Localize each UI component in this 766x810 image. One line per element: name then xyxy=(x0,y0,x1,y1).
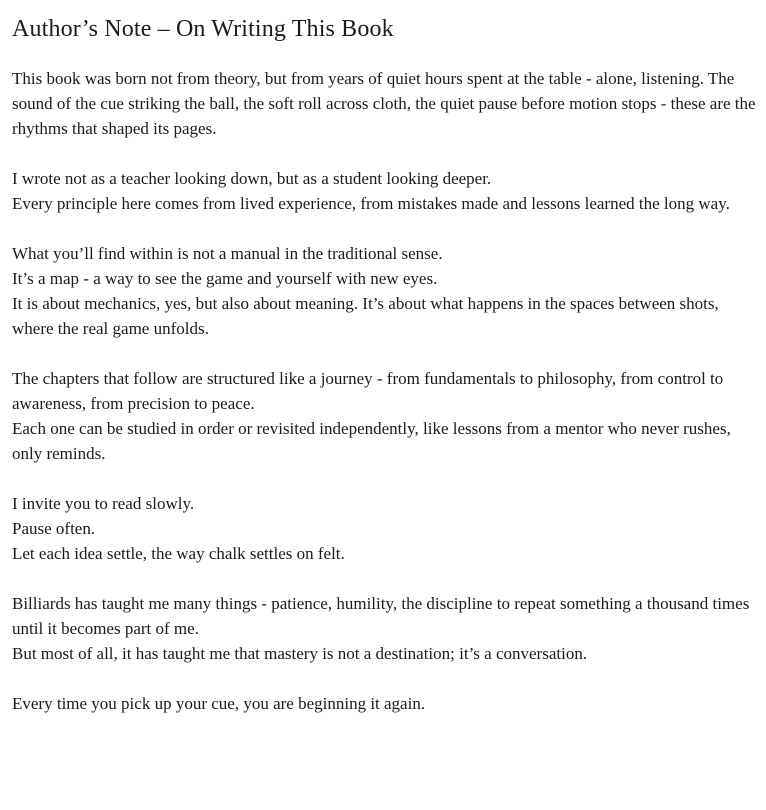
paragraph-line: This book was born not from theory, but from years of quiet hours spent at the table - alone, listening. The sound of the cue striking the ball, the soft roll across cloth, the quiet pause before motion stops - these are the rhythms that shaped its pages. xyxy=(12,69,756,138)
page-title: Author’s Note – On Writing This Book xyxy=(12,16,394,42)
paragraph-line: Every principle here comes from lived experience, from mistakes made and lessons learned the long way. xyxy=(12,194,730,213)
paragraph-5 xyxy=(12,491,756,566)
paragraph-line: But most of all, it has taught me that mastery is not a destination; it’s a conversation. xyxy=(12,644,588,663)
paragraph-line: Pause often. xyxy=(12,519,96,538)
paragraph-3 xyxy=(12,241,756,341)
document-body xyxy=(12,66,756,716)
paragraph-2 xyxy=(12,166,756,216)
paragraph-line: I wrote not as a teacher looking down, but as a student looking deeper. xyxy=(12,169,492,188)
paragraph-line: What you’ll find within is not a manual in the traditional sense. xyxy=(12,244,443,263)
paragraph-line: Let each idea settle, the way chalk settles on felt. xyxy=(12,544,345,563)
paragraph-1 xyxy=(12,66,756,141)
paragraph-line: I invite you to read slowly. xyxy=(12,494,195,513)
paragraph-line: Each one can be studied in order or revisited independently, like lessons from a mentor who never rushes, only reminds. xyxy=(12,419,731,463)
paragraph-line: It’s a map - a way to see the game and yourself with new eyes. xyxy=(12,269,438,288)
paragraph-line: Every time you pick up your cue, you are beginning it again. xyxy=(12,694,426,713)
paragraph-7 xyxy=(12,691,756,716)
paragraph-4 xyxy=(12,366,756,466)
paragraph-line: It is about mechanics, yes, but also about meaning. It’s about what happens in the spaces between shots, where the real game unfolds. xyxy=(12,294,719,338)
paragraph-line: Billiards has taught me many things - patience, humility, the discipline to repeat something a thousand times until it becomes part of me. xyxy=(12,594,750,638)
paragraph-line: The chapters that follow are structured like a journey - from fundamentals to philosophy, from control to awareness, from precision to peace. xyxy=(12,369,724,413)
paragraph-6 xyxy=(12,591,756,666)
